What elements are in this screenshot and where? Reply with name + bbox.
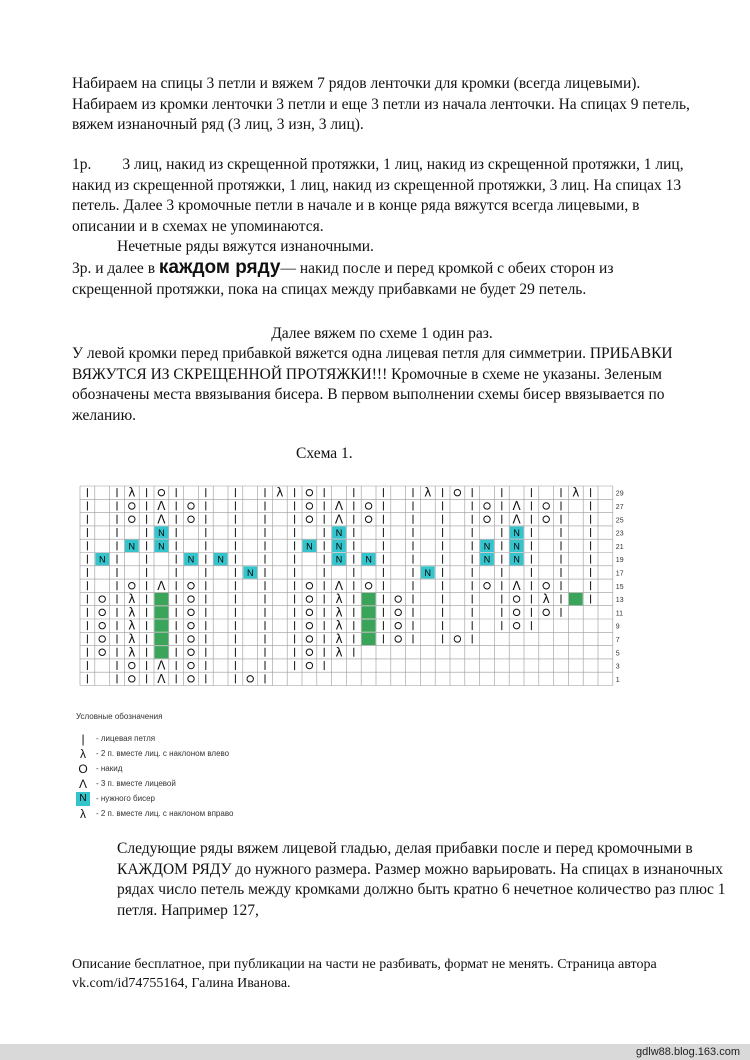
chart-row-label: 15 <box>615 583 624 591</box>
chart-bead-label: N <box>365 554 372 565</box>
chart-yarn-over-mark <box>188 609 194 615</box>
chart-decrease-mark: λ <box>424 485 432 500</box>
chart-bead-cell <box>362 620 376 632</box>
chart-row-label: 25 <box>615 517 624 525</box>
chart-yarn-over-mark <box>543 609 549 615</box>
legend-item <box>76 762 296 776</box>
chart-row-label: 1 <box>615 676 620 684</box>
chart-yarn-over-mark <box>306 609 312 615</box>
legend-symbol: λ <box>80 747 86 761</box>
scheme-title: Схема 1. <box>296 445 353 462</box>
chart-yarn-over-mark <box>454 489 460 495</box>
chart-yarn-over-mark <box>129 516 135 522</box>
left-edge-paragraph: У левой кромки перед прибавкой вяжется одна лицевая петля для симметрии. ПРИБАВКИ ВЯЖУТСЯ ИЗ СКРЕЩЕННОЙ ПРОТЯЖКИ!!! Кромочные в схеме не указаны. Зеленым обозначены места ввязывания бисера. В первом выполнении схемы бисер ввязывается по желанию. <box>72 345 673 424</box>
chart-bead-cell <box>362 606 376 618</box>
chart-row-label: 29 <box>615 490 624 498</box>
chart-3together-mark: Λ <box>334 512 344 527</box>
chart-row-label: 5 <box>615 650 620 658</box>
row3-prefix: 3р. и далее в <box>72 260 159 277</box>
chart-bead-cell <box>155 633 169 645</box>
chart-yarn-over-mark <box>306 503 312 509</box>
chart-3together-mark: Λ <box>334 578 344 593</box>
row3-suffix: — накид после и перед кромкой с обеих сторон из скрещенной протяжки, пока на спицах между прибавками не будет 29 петель. <box>72 260 614 298</box>
legend-text: - накид <box>96 764 123 773</box>
chart-yarn-over-mark <box>188 596 194 602</box>
chart-yarn-over-mark <box>484 516 490 522</box>
chart-yarn-over-mark <box>513 596 519 602</box>
chart-bead-label: N <box>335 554 343 565</box>
legend-item <box>76 747 296 761</box>
chart-bead-label: N <box>483 541 491 552</box>
chart-yarn-over-mark <box>99 596 105 602</box>
chart-yarn-over-mark <box>188 622 194 628</box>
chart-yarn-over-mark <box>306 596 312 602</box>
legend-title: Условные обозначения <box>76 712 163 721</box>
legend-item <box>76 792 296 806</box>
chart-yarn-over-mark <box>129 662 135 668</box>
chart-yarn-over-mark <box>129 676 135 682</box>
legend-item <box>76 777 296 791</box>
intro-paragraph: Набираем на спицы 3 петли и вяжем 7 рядов ленточки для кромки (всегда лицевыми). Набираем из кромки ленточки 3 петли и еще 3 петли из начала ленточки. На спицах 9 петель, вяжем изнаночный ряд (3 лиц, 3 изн, 3 лиц). <box>72 75 690 133</box>
chart-bead-label: N <box>158 528 165 539</box>
legend-symbol: O <box>78 762 88 776</box>
chart-yarn-over-mark <box>158 489 164 495</box>
chart-row-label: 21 <box>615 543 624 551</box>
chart-row-label: 17 <box>615 570 624 578</box>
chart-bead-label: N <box>98 554 106 565</box>
chart-yarn-over-mark <box>543 516 549 522</box>
chart-yarn-over-mark <box>513 622 519 628</box>
legend-symbol: λ <box>80 807 86 821</box>
chart-row-label: 27 <box>615 503 624 511</box>
chart-yarn-over-mark <box>188 583 194 589</box>
legend-item <box>76 732 296 746</box>
chart-3together-mark: Λ <box>157 498 166 513</box>
knitting-chart <box>76 482 632 702</box>
chart-decrease-mark: λ <box>335 618 343 633</box>
chart-bead-label: N <box>306 541 313 552</box>
chart-bead-label: N <box>513 541 520 552</box>
legend-text: - нужного бисер <box>96 794 155 803</box>
chart-bead-cell <box>569 593 583 605</box>
chart-bead-label: N <box>483 554 491 565</box>
chart-bead-label: N <box>335 541 343 552</box>
chart-row-label: 3 <box>615 663 620 671</box>
chart-yarn-over-mark <box>306 622 312 628</box>
chart-yarn-over-mark <box>365 503 371 509</box>
chart-decrease-mark: λ <box>335 592 343 607</box>
chart-row-label: 9 <box>615 623 620 631</box>
chart-3together-mark: Λ <box>512 498 521 513</box>
chart-yarn-over-mark <box>188 649 194 655</box>
chart-yarn-over-mark <box>188 662 194 668</box>
chart-bead-label: N <box>187 554 195 565</box>
footer-note: Описание бесплатное, при публикации на части не разбивать, формат не менять. Страница автора vk.com/id74755164, Галина Иванова. <box>72 957 657 991</box>
chart-yarn-over-mark <box>484 583 490 589</box>
chart-yarn-over-mark <box>99 622 105 628</box>
chart-bead-label: N <box>217 554 224 565</box>
chart-decrease-mark: λ <box>128 605 136 620</box>
chart-yarn-over-mark <box>543 583 549 589</box>
chart-decrease-mark: λ <box>128 631 136 646</box>
chart-yarn-over-mark <box>395 609 401 615</box>
chart-3together-mark: Λ <box>512 512 521 527</box>
chart-yarn-over-mark <box>306 662 312 668</box>
chart-row-label: 13 <box>615 597 624 605</box>
chart-3together-mark: Λ <box>334 498 344 513</box>
chart-yarn-over-mark <box>306 649 312 655</box>
chart-3together-mark: Λ <box>157 512 166 527</box>
row1-paragraph: 1р. 3 лиц, накид из скрещенной протяжки, 1 лиц, накид из скрещенной протяжки, 1 лиц, накид из скрещенной протяжки, 1 лиц, накид из скрещенной протяжки, 3 лиц. На спицах 13 петель. Далее 3 кромочные петли в начале и в конце ряда вяжутся всегда лицевыми, в описании и в схемах не упоминаются. <box>72 156 684 235</box>
chart-3together-mark: Λ <box>157 671 166 686</box>
chart-yarn-over-mark <box>395 596 401 602</box>
chart-decrease-mark: λ <box>128 592 136 607</box>
chart-bead-label: N <box>513 528 520 539</box>
chart-row-label: 23 <box>615 530 624 538</box>
chart-bead-cell <box>155 620 169 632</box>
chart-yarn-over-mark <box>365 583 371 589</box>
next-rows-paragraph: Следующие ряды вяжем лицевой гладью, делая прибавки после и перед кромочными в КАЖДОМ РЯДУ до нужного размера. Размер можно варьировать. На спицах в изнаночных рядах число петель между кромками должно быть кратно 6 нечетное количество раз плюс 1 петля. Например 127, <box>117 840 726 919</box>
chart-yarn-over-mark <box>129 503 135 509</box>
row3-emphasis: каждом ряду <box>158 257 281 278</box>
legend-symbol: Λ <box>78 777 87 791</box>
chart-decrease-mark: λ <box>276 485 284 500</box>
scheme-once-line: Далее вяжем по схеме 1 один раз. <box>271 325 493 342</box>
chart-decrease-mark: λ <box>128 618 136 633</box>
chart-yarn-over-mark <box>306 583 312 589</box>
row3-paragraph <box>72 258 692 300</box>
chart-row-label: 11 <box>615 610 624 618</box>
chart-row-label: 19 <box>615 557 624 565</box>
chart-yarn-over-mark <box>454 636 460 642</box>
chart-yarn-over-mark <box>188 636 194 642</box>
chart-yarn-over-mark <box>99 649 105 655</box>
chart-decrease-mark: λ <box>335 605 343 620</box>
chart-bead-cell <box>362 593 376 605</box>
chart-yarn-over-mark <box>129 583 135 589</box>
chart-decrease-mark: λ <box>128 485 136 500</box>
chart-yarn-over-mark <box>247 676 253 682</box>
chart-svg <box>76 482 632 702</box>
chart-bead-cell <box>155 606 169 618</box>
chart-bead-label: N <box>424 567 432 578</box>
chart-yarn-over-mark <box>395 636 401 642</box>
chart-decrease-mark: λ <box>335 631 343 646</box>
chart-yarn-over-mark <box>306 516 312 522</box>
chart-yarn-over-mark <box>99 636 105 642</box>
chart-yarn-over-mark <box>513 609 519 615</box>
chart-yarn-over-mark <box>395 622 401 628</box>
chart-bead-label: N <box>128 541 136 552</box>
chart-3together-mark: Λ <box>512 578 521 593</box>
chart-yarn-over-mark <box>484 503 490 509</box>
chart-bead-label: N <box>158 541 165 552</box>
watermark: gdlw88.blog.163.com <box>636 1046 740 1058</box>
chart-yarn-over-mark <box>99 609 105 615</box>
chart-bead-cell <box>155 646 169 658</box>
chart-decrease-mark: λ <box>128 645 136 660</box>
chart-yarn-over-mark <box>306 489 312 495</box>
legend-symbol: N <box>76 792 90 806</box>
chart-grid <box>76 482 632 702</box>
chart-yarn-over-mark <box>188 516 194 522</box>
chart-bead-cell <box>362 633 376 645</box>
chart-yarn-over-mark <box>543 503 549 509</box>
chart-3together-mark: Λ <box>157 658 166 673</box>
odd-rows-note: Нечетные ряды вяжутся изнаночными. <box>117 238 374 255</box>
legend-text: - лицевая петля <box>96 734 156 743</box>
chart-3together-mark: Λ <box>157 578 166 593</box>
chart-decrease-mark: λ <box>572 485 580 500</box>
chart-bead-label: N <box>513 554 520 565</box>
legend-text: - 2 п. вместе лиц. с наклоном вправо <box>96 809 234 818</box>
chart-yarn-over-mark <box>365 516 371 522</box>
chart-bead-label: N <box>335 528 343 539</box>
chart-yarn-over-mark <box>188 676 194 682</box>
chart-bead-label: N <box>246 567 254 578</box>
chart-yarn-over-mark <box>188 503 194 509</box>
chart-decrease-mark: λ <box>542 592 550 607</box>
legend-text: - 3 п. вместе лицевой <box>96 779 176 788</box>
chart-bead-cell <box>155 593 169 605</box>
legend-item <box>76 807 296 821</box>
chart-row-label: 7 <box>615 636 620 644</box>
legend-text: - 2 п. вместе лиц. с наклоном влево <box>96 749 230 758</box>
chart-decrease-mark: λ <box>335 645 343 660</box>
legend-symbol: | <box>81 732 85 746</box>
chart-yarn-over-mark <box>306 636 312 642</box>
